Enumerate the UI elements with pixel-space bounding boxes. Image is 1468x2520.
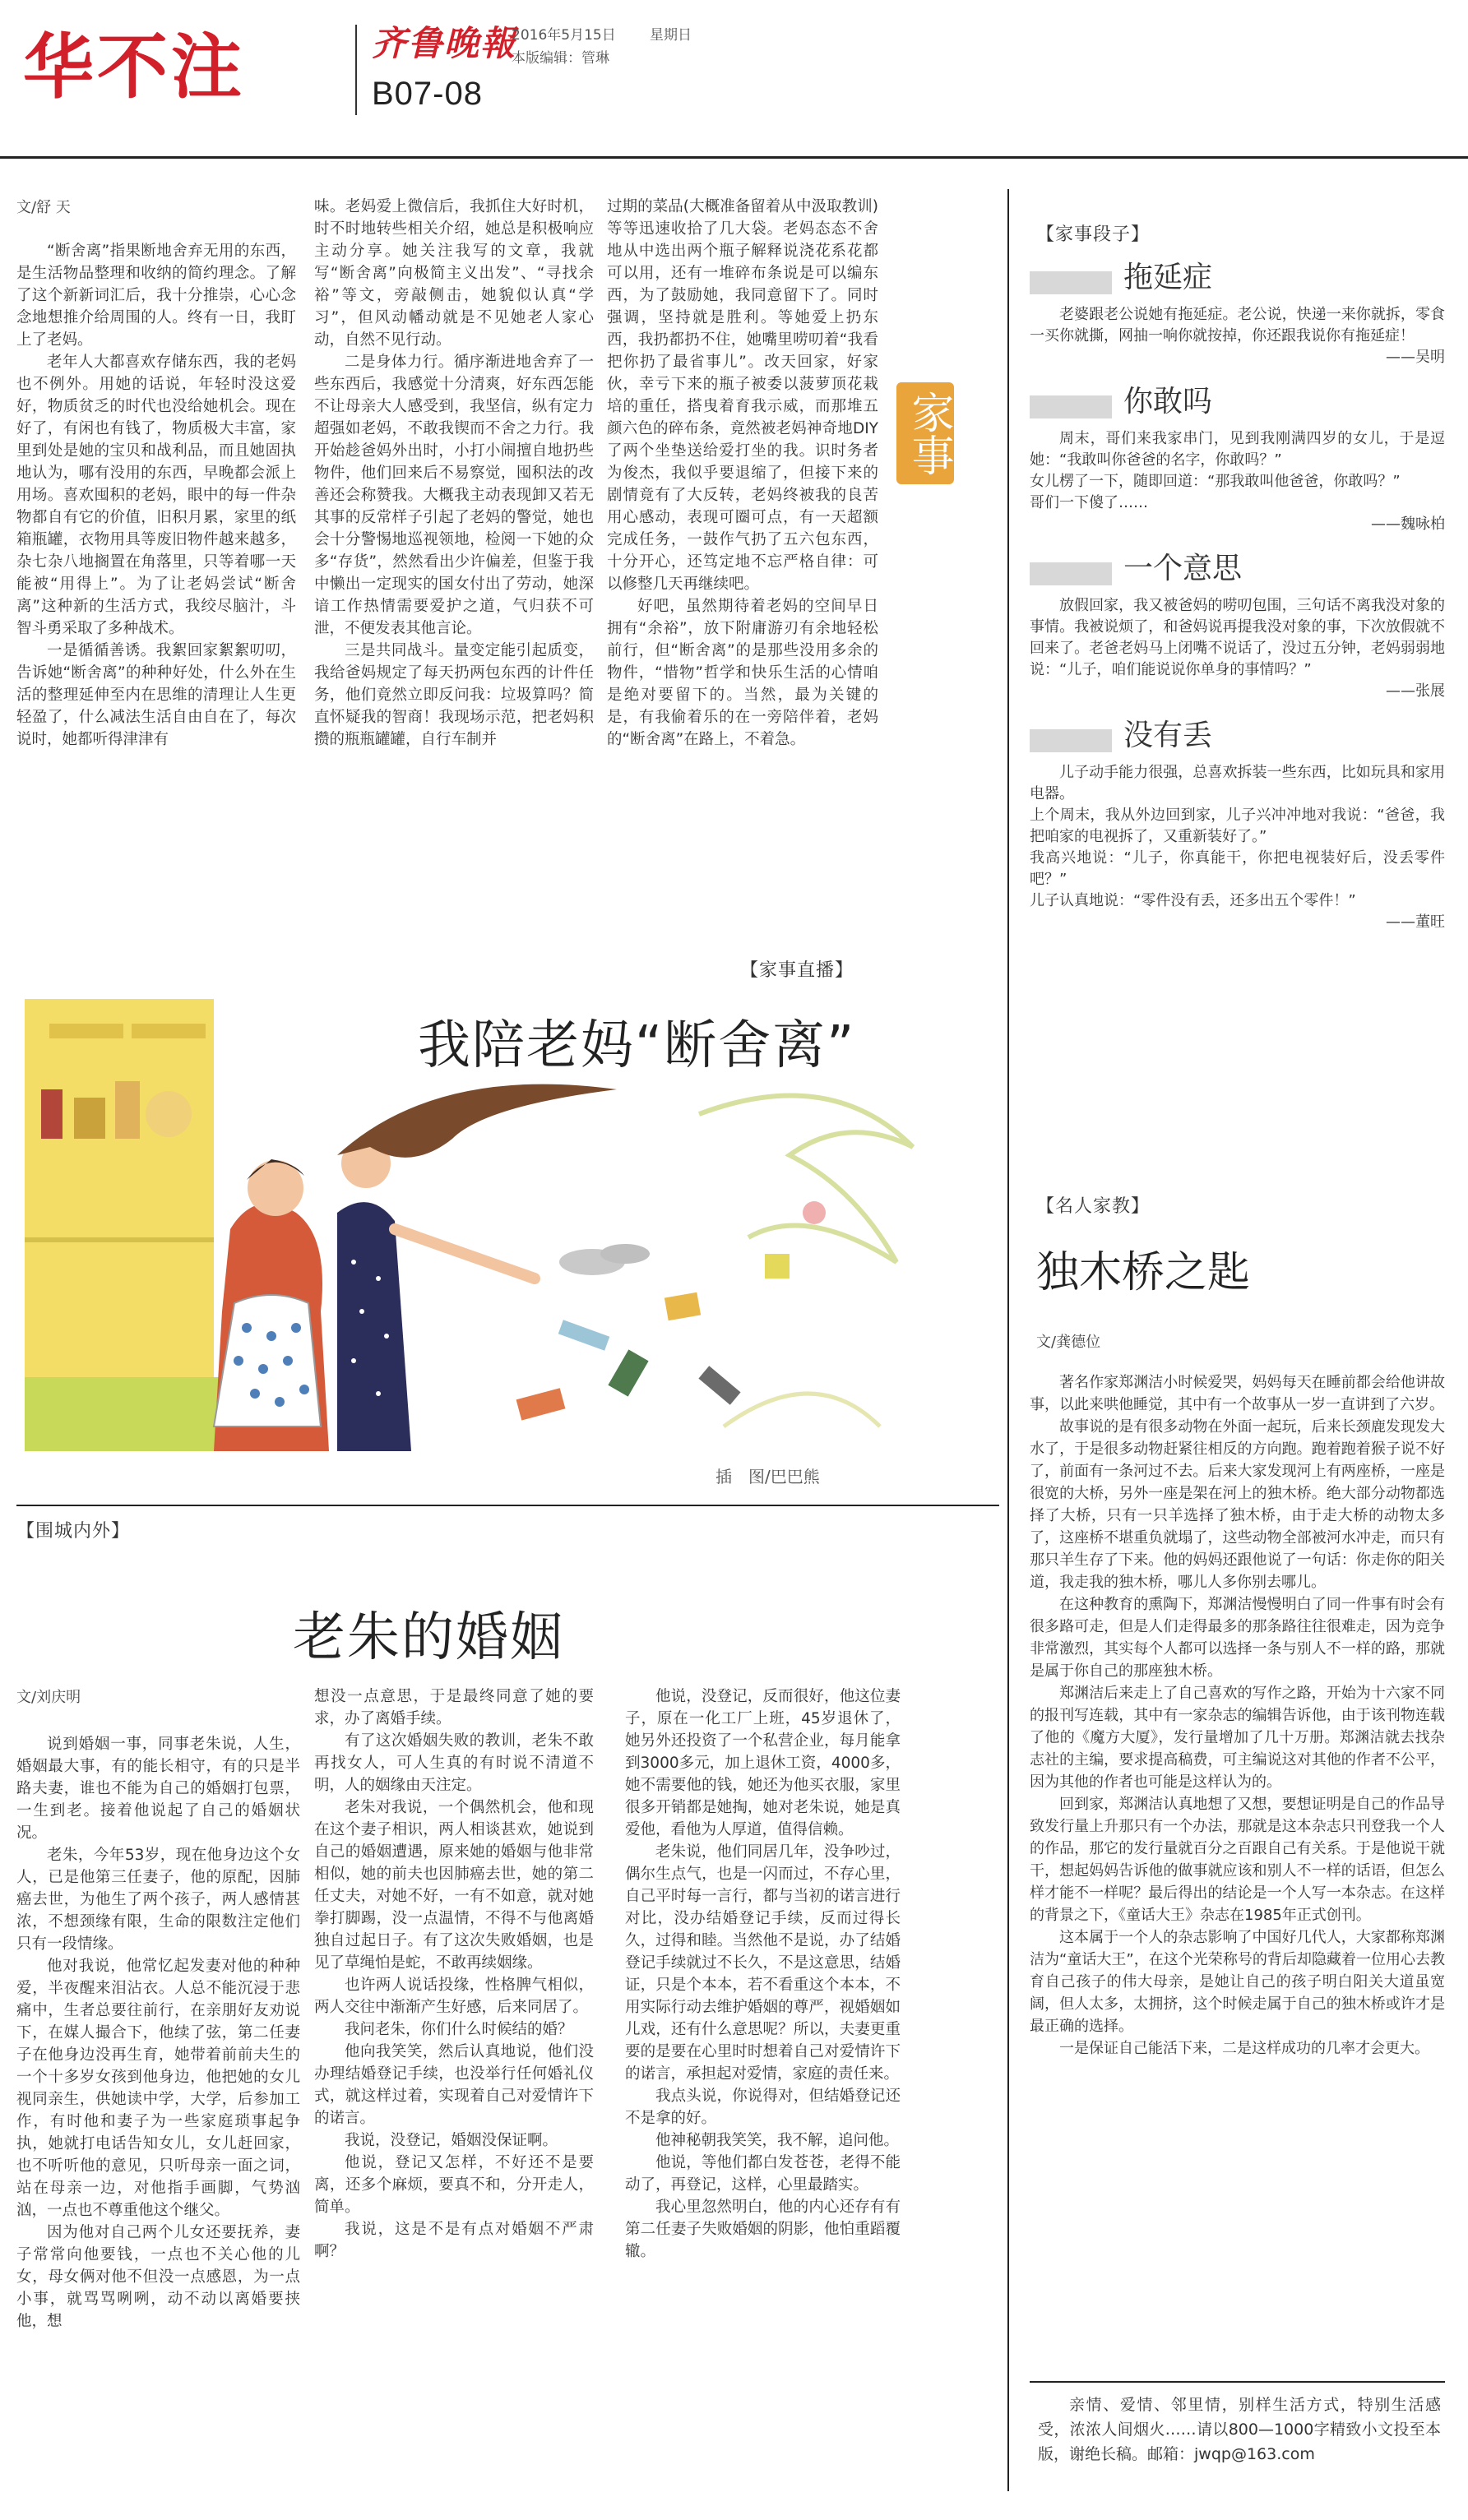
main-article-col3 [607,196,878,751]
illustration [25,966,962,1451]
joke-title-bar [1030,562,1112,585]
bottom-article-col2 [314,1685,594,2263]
main-byline: 文/舒 天 [16,199,71,216]
section-rule [16,1505,999,1506]
joke-item [1030,719,1445,933]
footer-rule [1030,2381,1445,2383]
paragraph: 想没一点意思，于是最终同意了她的要求，办了离婚手续。 [314,1688,594,1727]
page-number: B07-08 [372,76,483,112]
right-column-divider [1007,189,1009,2491]
masthead-divider [355,25,357,115]
section-vertical-tag: 家事 [896,382,954,484]
joke-title: 拖延症 [1123,261,1213,294]
issue-date: 2016年5月15日 [512,27,616,44]
joke-body: 老婆跟老公说她有拖延症。老公说，快递一来你就拆，零食一买你就撕，网抽一响你就按掉，你还跟我说你有拖延症！ [1030,306,1445,344]
main-article-col1 [16,240,296,751]
bottom-title: 老朱的婚姻 [293,1607,564,1668]
joke-title: 没有丢 [1123,719,1213,752]
sidebar-bottom-title: 独木桥之匙 [1036,1248,1251,1297]
paragraph: 老朱对我说，一个偶然机会，他和现在这个妻子相识，两人相谈甚欢，她说到自己的婚姻遭遇，原来她的婚姻与他非常相似，她的前夫也因肺癌去世，她的第二任丈夫，对她不好，一有不如意，就对她拳打脚踢，没一点温情，不得不与他离婚独自过起日子。有了这次失败婚姻，也是见了草绳怕是蛇，不敢再续姻缘。 [314,1799,594,1972]
illustration-credit: 插 图/巴巴熊 [715,1467,820,1487]
paragraph: 二是身体力行。循序渐进地舍弃了一些东西后，我感觉十分清爽，好东西怎能不让母亲大人感受到，我坚信，纵有定力超强如老妈，不敢我锲而不舍之力行。我开始趁爸妈外出时，小打小闹擅自地扔些物件，他们回来后不易察觉，囤积法的改善还会称赞我。大概我主动表现卸又若无其事的反常样子引起了老妈的警觉，她也会十分警惕地巡视领地，检阅一下她的众多“存货”，然然看出少许偏差，但鉴于我中懒出一定现实的国女付出了劳动，她深谙工作热情需要爱护之道，气归获不可泄，不便发表其他言论。 [314,354,594,637]
paragraph: 我心里忽然明白，他的内心还存有有第二任妻子失败婚姻的阴影，他怕重蹈覆辙。 [625,2199,901,2260]
joke-signature: ——张展 [1386,682,1445,700]
bottom-article-col1 [16,1733,300,2333]
joke-item [1030,552,1445,702]
paragraph: 有了这次婚姻失败的教训，老朱不敢再找女人，可人生真的有时说不清道不明，人的姻缘由天注定。 [314,1732,594,1794]
paragraph: 他神秘朝我笑笑，我不解，追问他。 [655,2132,900,2149]
joke-item [1030,385,1445,535]
paragraph: 也许两人说话投缘，性格脾气相似，两人交往中渐渐产生好感，后来同居了。 [314,1977,594,2016]
submission-note: 亲情、爱情、邻里情，别样生活方式，特别生活感受，浓浓人间烟火……请以800—1000字精致小文投至本版，谢绝长稿。邮箱：jwqp@163.com [1038,2396,1441,2463]
paragraph: 我说，这是不是有点对婚姻不严肃啊？ [314,2221,594,2260]
joke-signature: ——董旺 [1386,913,1445,931]
issue-weekday: 星期日 [650,27,692,44]
joke-signature: ——魏咏柏 [1371,516,1445,533]
sidebar-bottom-section-tag: 【名人家教】 [1036,1196,1151,1217]
paper-logo: 齐鲁晚報 [372,23,517,63]
joke-body: 儿子动手能力很强，总喜欢拆装一些东西，比如玩具和家用电器。 上个周末，我从外边回到家，儿子兴冲冲地对我说：“爸爸，我把咱家的电视拆了，又重新装好了。” 我高兴地说：“儿子，你真能干，你把电视装好后，没丢零件吧？” 儿子认真地说：“零件没有丢，还多出五个零件！” [1030,764,1445,909]
illustration-art [25,966,962,1451]
paragraph: 他对我说，他常忆起发妻对他的种种爱，半夜醒来泪沾衣。人总不能沉浸于悲痛中，生者总要往前行，在亲朋好友劝说下，在媒人撮合下，他续了弦，第二任妻子在他身边没再生育，她带着前前夫生的一个十多岁女孩到他身边，他把她的女儿视同亲生，供她读中学，大学，后参加工作，有时他和妻子为一些家庭琐事起争执，她就打电话告知女儿，女儿赶回家，也不听听他的意见，只听母亲一面之词，站在母亲一边，对他指手画脚，气势汹汹，一点也不尊重他这个继父。 [16,1958,300,2219]
bottom-article-col3 [625,1685,901,2263]
main-article-col2 [314,196,594,751]
paragraph: 老朱说，他们同居几年，没争吵过，偶尔生点气，也是一闪而过，不存心里，自己平时每一言行，都与当初的诺言进行对比，没办结婚登记手续，反而过得长久，过得和睦。当然他不是说，办了结婚登记手续就过不长久，不是这意思，结婚证，只是个本本，若不看重这个本本，不用实际行动去维护婚姻的尊严，视婚姻如儿戏，还有什么意思呢？所以，夫妻更重要的是要在心里时时想着自己对爱情许下的诺言，承担起对爱情，家庭的责任来。 [625,1843,901,2083]
main-title: 我陪老妈“断舍离” [418,1015,856,1076]
masthead: 华不注 [23,26,245,109]
paragraph: 一是循循善诱。我絮回家絮絮叨叨，告诉她“断舍离”的种种好处，什么外在生活的整理延伸至内在思维的清理让人生更轻盈了，什么减法生活自由自在了，每次说时，她都听得津津有 [16,642,296,748]
sidebar-top-section-tag: 【家事段子】 [1036,224,1151,245]
joke-title-bar [1030,729,1112,752]
header-rule [0,156,1468,159]
paragraph: 这本属于一个人的杂志影响了中国好几代人，大家都称郑渊洁为“童话大王”，在这个光荣称号的背后却隐藏着一位用心去教育自己孩子的伟大母亲，是她让自己的孩子明白阳关大道虽宽阔，但人太多，太拥挤，这个时候走属于自己的独木桥或许才是最正确的选择。 [1030,1929,1445,2035]
paragraph: 我点头说，你说得对，但结婚登记还不是拿的好。 [625,2088,901,2127]
paragraph: 老朱，今年53岁，现在他身边这个女人，已是他第三任妻子，他的原配，因肺癌去世，为他生了两个孩子，两人感情甚浓，不想颈缘有限，生命的限数注定他们只有一段情缘。 [16,1847,300,1953]
paragraph: 我说，没登记，婚姻没保证啊。 [345,2132,558,2149]
joke-item [1030,261,1445,368]
paragraph: 他向我笑笑，然后认真地说，他们没办理结婚登记手续，也没举行任何婚礼仪式，就这样过着，实现着自己对爱情许下的诺言。 [314,2043,594,2127]
paragraph: 过期的菜品(大概准备留着从中汲取教训)等等迅速收拾了几大袋。老妈态态不舍地从中选出两个瓶子解释说浇花系花都可以用，还有一堆碎布条说是可以编东西，为了鼓励她，我同意留下了。同时强调，坚持就是胜利。等她爱上扔东西，我扔都扔不住，她嘴里唠叨着“我看把你扔了最省事儿”。改天回家，好家伙，幸亏下来的瓶子被委以菠萝顶花栽培的重任，搭曳着育我示威，而那堆五颜六色的碎布条，竟然被老妈神奇地DIY了两个坐垫送给爱打坐的我。识时务者为俊杰，我似乎要退缩了，但接下来的剧情竟有了大反转，老妈终被我的良苦用心感动，表现可圈可点，有一天超额完成任务，一鼓作气扔了五六包东西，十分开心，还笃定地不忘严格自律：可以修整几天再继续吧。 [607,198,878,593]
sidebar-bottom-byline: 文/龚德位 [1036,1334,1101,1351]
sidebar-jokes [1030,261,1445,933]
page-editor: 本版编辑：管琳 [512,50,609,67]
joke-title-bar [1030,271,1112,294]
bottom-section-tag: 【围城内外】 [16,1521,131,1542]
joke-signature: ——吴明 [1386,349,1445,366]
paragraph: 三是共同战斗。量变定能引起质变，我给爸妈规定了每天扔两包东西的计件任务，他们竟然立即反问我：垃圾算吗？简直怀疑我的智商！我现场示范，把老妈积攒的瓶瓶罐罐，自行车制并 [314,642,594,748]
paragraph: 回到家，郑渊洁认真地想了又想，要想证明是自己的作品导致发行量上升那只有一个办法，那就是这本杂志只刊登我一个人的作品，那它的发行量就百分之百跟自己有关系。于是他说干就干，想起妈妈告诉他的做事就应该和别人不一样的话语，但怎么样才能不一样呢？最后得出的结论是一个人写一本杂志。在这样的背景之下，《童话大王》杂志在1985年正式创刊。 [1030,1796,1445,1924]
paragraph: 他说，没登记，反而很好，他这位妻子，原在一化工厂上班，45岁退休了，她另外还投资了一个私营企业，每月能拿到3000多元，加上退休工资，4000多，她不需要他的钱，她还为他买衣服，家里很多开销都是她掏，她对老朱说，她是真爱他，看他为人厚道，值得信赖。 [625,1688,901,1838]
sidebar-bottom-body [1030,1371,1445,2060]
paragraph: 说到婚姻一事，同事老朱说，人生，婚姻最大事，有的能长相守，有的只是半路夫妻，谁也不能为自己的婚姻打包票，一生到老。接着他说起了自己的婚姻状况。 [16,1736,300,1842]
joke-title-bar [1030,395,1112,418]
bottom-byline: 文/刘庆明 [16,1689,81,1706]
joke-body: 放假回家，我又被爸妈的唠叨包围，三句话不离我没对象的事情。我被说烦了，和爸妈说再提我没对象的事，下次放假就不回来了。老爸老妈马上闭嘴不说话了，没过五分钟，老妈弱弱地说：“儿子，咱们能说说你单身的事情吗？” [1030,597,1445,678]
paragraph: 味。老妈爱上微信后，我抓住大好时机，时不时地转些相关介绍，她总是积极响应主动分享。她关注我写的文章，我就写“断舍离”向极简主义出发”、“寻找余裕”等文，旁敲侧击，她貌似认真“学习”，但风动幡动就是不见她老人家心动，自然不见行动。 [314,198,594,349]
joke-title: 你敢吗 [1123,385,1213,418]
joke-body: 周末，哥们来我家串门，见到我刚满四岁的女儿，于是逗她：“我敢叫你爸爸的名字，你敢吗？” 女儿楞了一下，随即回道：“那我敢叫他爸爸，你敢吗？” 哥们一下傻了…… [1030,430,1445,511]
paragraph: 在这种教育的熏陶下，郑渊洁慢慢明白了同一件事有时会有很多路可走，但是人们走得最多的那条路往往很难走，因为竞争非常激烈，其实每个人都可以选择一条与别人不一样的路，那就是属于你自己的那座独木桥。 [1030,1596,1445,1680]
joke-title: 一个意思 [1123,552,1243,585]
paragraph: 故事说的是有很多动物在外面一起玩，后来长颈鹿发现发大水了，于是很多动物赶紧往相反的方向跑。跑着跑着猴子说不好了，前面有一条河过不去。后来大家发现河上有两座桥，一座是很宽的大桥，另外一座是架在河上的独木桥。绝大部分动物都选择了大桥，只有一只羊选择了独木桥，由于走大桥的动物太多了，这座桥不堪重负就塌了，这些动物全部被河水冲走，而只有那只羊生存了下来。他的妈妈还跟他说了一句话：你走你的阳关道，我走我的独木桥，哪儿人多你别去哪儿。 [1030,1418,1445,1591]
paragraph: 老年人大都喜欢存储东西，我的老妈也不例外。用她的话说，年轻时没这爱好，物质贫乏的时代也没给她机会。现在好了，有闲也有钱了，物质极大丰富，家里到处是她的宝贝和战利品，而且她固执地认为，哪有没用的东西，早晚都会派上用场。喜欢囤积的老妈，眼中的每一件杂物都自有它的价值，旧积月累，家里的纸箱瓶罐，衣物用具等废旧物件越来越多，杂七杂八地搁置在角落里，只等着哪一天能被“用得上”。为了让老妈尝试“断舍离”这种新的生活方式，我绞尽脑汁，斗智斗勇采取了多种战术。 [16,354,296,637]
paragraph: 好吧，虽然期待着老妈的空间早日拥有“余裕”，放下附庸游刃有余地轻松前行，但“断舍离”的是那些没用多余的物件，“惜物”哲学和快乐生活的心情咱是绝对要留下的。当然，最为关键的是，有我偷着乐的在一旁陪伴着，老妈的“断舍离”在路上，不着急。 [607,598,878,748]
paragraph: 我问老朱，你们什么时候结的婚？ [345,2021,573,2038]
paragraph: 一是保证自己能活下来，二是这样成功的几率才会更大。 [1059,2040,1429,2057]
paragraph: 他说，登记又怎样，不好还不是要离，还多个麻烦，要真不和，分开走人，简单。 [314,2154,594,2216]
paragraph: “断舍离”指果断地舍弃无用的东西，是生活物品整理和收纳的简约理念。了解了这个新新词汇后，我十分推崇，心心念念地想推介给周围的人。终有一日，我盯上了老妈。 [16,243,296,349]
paragraph: 因为他对自己两个儿女还要抚养，妻子常常向他要钱，一点也不关心他的儿女，母女俩对他不但没一点感恩，为一点小事，就骂骂咧咧，动不动以离婚要挟他，想 [16,2224,300,2330]
paragraph: 他说，等他们都白发苍苍，老得不能动了，再登记，这样，心里最踏实。 [625,2154,901,2194]
main-section-tag: 【家事直播】 [740,960,854,981]
paragraph: 著名作家郑渊洁小时候爱哭，妈妈每天在睡前都会给他讲故事，以此来哄他睡觉，其中有一个故事从一岁一直讲到了六岁。 [1030,1374,1445,1413]
paragraph: 郑渊洁后来走上了自己喜欢的写作之路，开始为十六家不同的报刊写连载，其中有一家杂志的编辑告诉他，由于该刊物连载了他的《魔方大厦》，发行量增加了几十万册。郑渊洁就去找杂志社的主编，要求提高稿费，可主编说这对其他的作者不公平，因为其他的作者也可能是这样认为的。 [1030,1685,1445,1791]
